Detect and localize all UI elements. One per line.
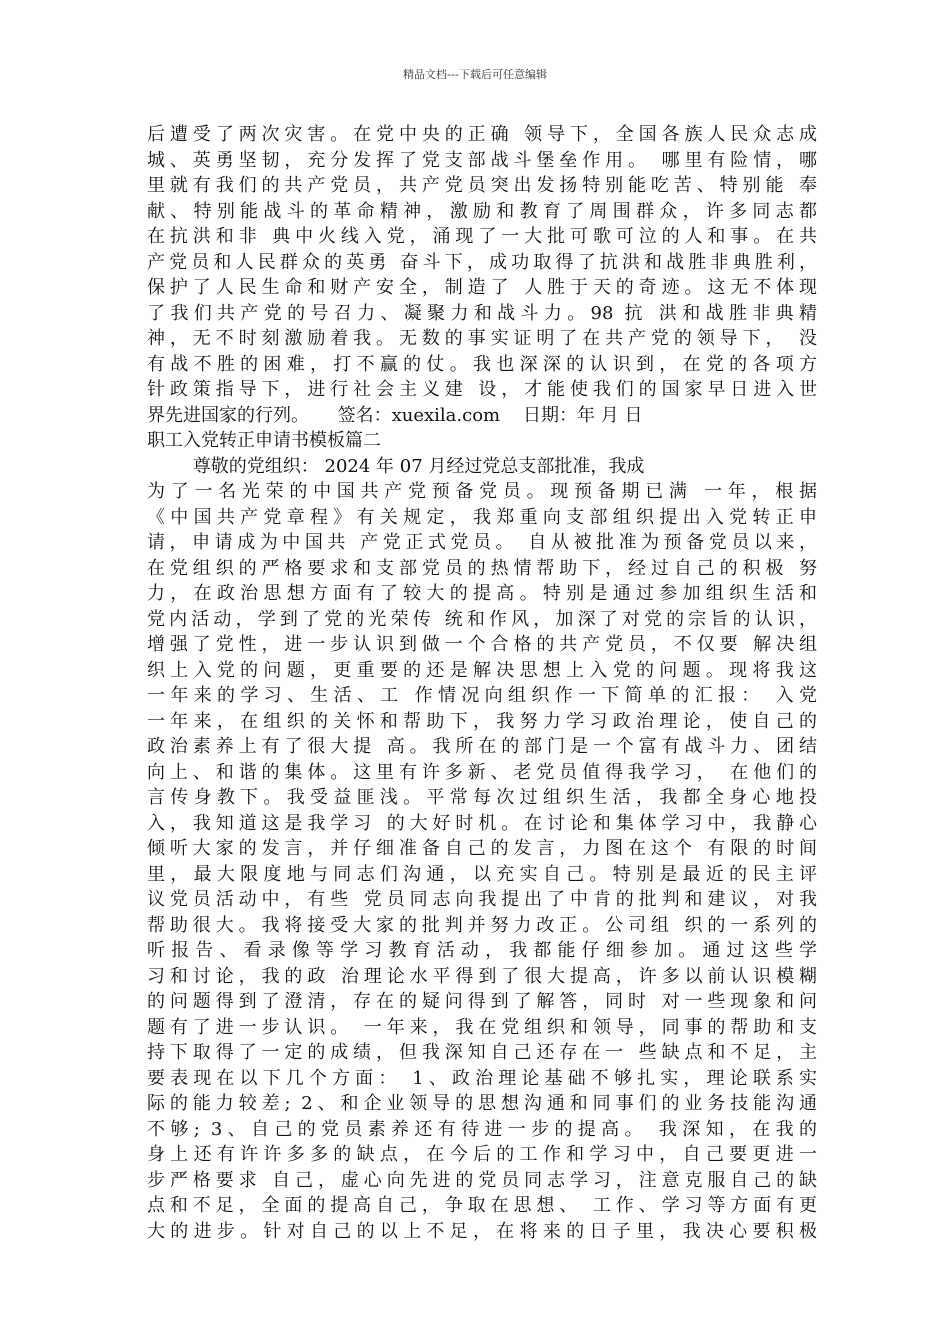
body-line: 里就有我们的共产党员，共产党员突出发扬特别能吃苦、特别能 奉 bbox=[147, 175, 817, 196]
body-line: 神，无不时刻激励着我。无数的事实证明了在共产党的领导下， 没 bbox=[147, 328, 817, 349]
body-line: 了我们共产党的号召力、凝聚力和战斗力。98 抗 洪和战胜非典精 bbox=[147, 302, 817, 324]
body-line: 请，申请成为中国共 产党正式党员。 自从被批准为预备党员以来， bbox=[147, 532, 817, 553]
body-line: 不够; 3、自己的党员素养还有待进一步的提高。 我深知，在我的 bbox=[147, 1118, 817, 1140]
body-line: 政治素养上有了很大提 高。我所在的部门是一个富有战斗力、团结 bbox=[147, 736, 817, 757]
body-line: 身上还有许许多多的缺点，在今后的工作和学习中，自己要更进一 bbox=[147, 1144, 817, 1165]
body-line: 《中国共产党章程》有关规定，我郑重向支部组织提出入党转正申 bbox=[147, 506, 817, 528]
body-line: 题有了进一步认识。 一年来，我在党组织和领导，同事的帮助和支 bbox=[147, 1016, 817, 1038]
body-line: 帮助很大。我将接受大家的批判并努力改正。公司组 织的一系列的 bbox=[147, 914, 817, 936]
body-line: 为了一名光荣的中国共产党预备党员。现预备期已满 一年，根据 bbox=[147, 481, 817, 502]
section-title: 职工入党转正申请书模板篇二 bbox=[147, 430, 381, 451]
body-line: 有战不胜的困难，打不赢的仗。我也深深的认识到，在党的各项方 bbox=[147, 353, 817, 375]
body-line: 际的能力较差; 2、和企业领导的思想沟通和同事们的业务技能沟通 bbox=[147, 1093, 817, 1114]
body-line: 议党员活动中，有些 党员同志向我提出了中肯的批判和建议，对我 bbox=[147, 889, 817, 910]
document-body bbox=[147, 122, 817, 1244]
body-line: 点和不足，全面的提高自己，争取在思想、 工作、学习等方面有更 bbox=[147, 1195, 817, 1216]
body-line: 习和讨论，我的政 治理论水平得到了很大提高，许多以前认识模糊 bbox=[147, 965, 817, 987]
body-line: 献、特别能战斗的革命精神，激励和教育了周围群众，许多同志都 bbox=[147, 200, 817, 222]
body-line: 要表现在以下几个方面： 1、政治理论基础不够扎实，理论联系实 bbox=[147, 1067, 817, 1089]
body-line: 尊敬的党组织： 2024 年 07 月经过党总支部批准，我成 bbox=[147, 455, 645, 477]
body-line: 城、英勇坚韧，充分发挥了党支部战斗堡垒作用。 哪里有险情，哪 bbox=[147, 149, 817, 171]
body-line: 一年来的学习、生活、工 作情况向组织作一下简单的汇报： 入党 bbox=[147, 685, 817, 706]
body-line: 里，最大限度地与同志们沟通，以充实自己。特别是最近的民主评 bbox=[147, 863, 817, 885]
body-line: 产党员和人民群众的英勇 奋斗下，成功取得了抗洪和战胜非典胜利， bbox=[147, 251, 817, 273]
body-line: 大的进步。针对自己的以上不足，在将来的日子里，我决心要积极 bbox=[147, 1220, 817, 1242]
signature-date-line: 界先进国家的行列。 签名：xuexila.com 日期：年 月 日 bbox=[147, 404, 643, 426]
body-line: 针政策指导下，进行社会主义建 设，才能使我们的国家早日进入世 bbox=[147, 379, 817, 400]
body-line: 步严格要求 自己，虚心向先进的党员同志学习，注意克服自己的缺 bbox=[147, 1169, 817, 1191]
page-header: 精品文档---下载后可任意编辑 bbox=[403, 68, 547, 81]
body-line: 一年来，在组织的关怀和帮助下，我努力学习政治理论，使自己的 bbox=[147, 710, 817, 732]
body-line: 增强了党性，进一步认识到做一个合格的共产党员，不仅要 解决组 bbox=[147, 634, 817, 655]
body-line: 保护了人民生命和财产安全，制造了 人胜于天的奇迹。这无不体现 bbox=[147, 277, 817, 298]
body-line: 言传身教下。我受益匪浅。平常每次过组织生活，我都全身心地投 bbox=[147, 787, 817, 808]
body-line: 织上入党的问题，更重要的还是解决思想上入党的问题。现将我这 bbox=[147, 659, 817, 681]
body-line: 向上、和谐的集体。这里有许多新、老党员值得我学习， 在他们的 bbox=[147, 761, 817, 783]
body-line: 的问题得到了澄清，存在的疑问得到了解答，同时 对一些现象和问 bbox=[147, 991, 817, 1012]
body-line: 入，我知道这是我学习 的大好时机。在讨论和集体学习中，我静心 bbox=[147, 812, 817, 834]
body-line: 力，在政治思想方面有了较大的提高。特别是通过参加组织生活和 bbox=[147, 583, 817, 604]
body-line: 在党组织的严格要求和支部党员的热情帮助下，经过自己的积极 努 bbox=[147, 557, 817, 579]
body-line: 在抗洪和非 典中火线入党，涌现了一大批可歌可泣的人和事。在共 bbox=[147, 226, 817, 247]
body-line: 倾听大家的发言，并仔细准备自己的发言，力图在这个 有限的时间 bbox=[147, 838, 817, 859]
body-line: 持下取得了一定的成绩，但我深知自己还存在一 些缺点和不足，主 bbox=[147, 1042, 817, 1063]
body-line: 听报告、看录像等学习教育活动，我都能仔细参加。通过这些学 bbox=[147, 940, 817, 961]
body-line: 党内活动，学到了党的光荣传 统和作风，加深了对党的宗旨的认识， bbox=[147, 608, 817, 630]
body-line: 后遭受了两次灾害。在党中央的正确 领导下，全国各族人民众志成 bbox=[147, 124, 817, 145]
